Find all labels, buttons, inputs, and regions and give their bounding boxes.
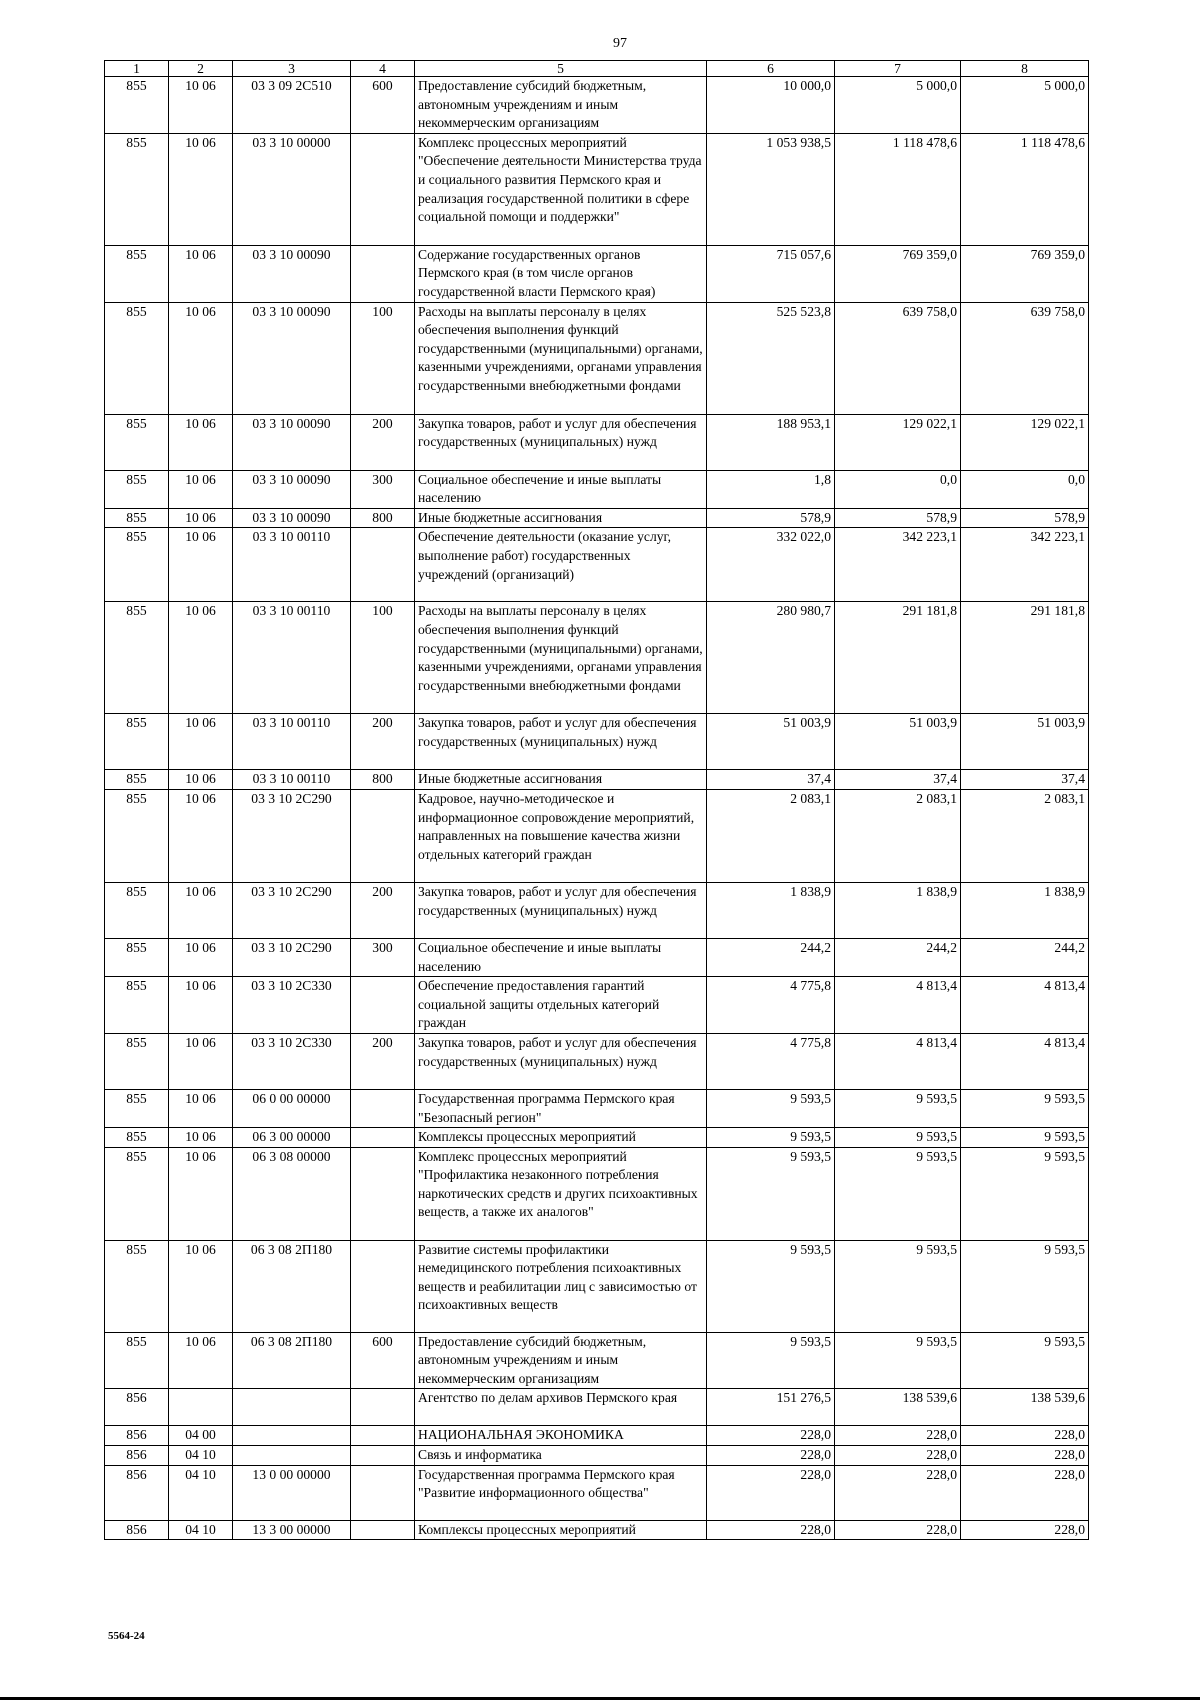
cell-section-code [169, 1389, 233, 1426]
budget-table [104, 60, 1089, 1540]
cell-section-code: 10 06 [169, 1147, 233, 1240]
cell-target-code: 06 3 00 00000 [233, 1128, 351, 1148]
cell-amount-col7: 4 813,4 [835, 977, 961, 1034]
cell-amount-col7: 129 022,1 [835, 414, 961, 470]
cell-amount-col6: 151 276,5 [707, 1389, 835, 1426]
cell-amount-col6: 9 593,5 [707, 1147, 835, 1240]
cell-amount-col8: 9 593,5 [961, 1240, 1089, 1332]
cell-amount-col8: 228,0 [961, 1426, 1089, 1446]
table-row [105, 977, 1089, 1034]
cell-description: Расходы на выплаты персоналу в целях обеспечения выполнения функций государственными (муниципальными) органами, казенными учреждениями, органами управления государственными внебюджетными фондами [415, 602, 707, 714]
cell-admin-code: 855 [105, 414, 169, 470]
cell-target-code: 03 3 10 2С330 [233, 1033, 351, 1089]
cell-section-code: 10 06 [169, 302, 233, 414]
table-header-row [105, 61, 1089, 77]
cell-expense-type: 200 [351, 714, 415, 770]
cell-description: Комплекс процессных мероприятий "Профилактика незаконного потребления наркотических средств и других психоактивных веществ, а также их аналогов" [415, 1147, 707, 1240]
cell-admin-code: 855 [105, 714, 169, 770]
cell-admin-code: 855 [105, 770, 169, 790]
cell-target-code: 03 3 10 00090 [233, 470, 351, 508]
cell-description: Комплексы процессных мероприятий [415, 1520, 707, 1540]
cell-description: Закупка товаров, работ и услуг для обеспечения государственных (муниципальных) нужд [415, 1033, 707, 1089]
cell-admin-code: 856 [105, 1520, 169, 1540]
cell-admin-code: 855 [105, 1240, 169, 1332]
cell-amount-col7: 0,0 [835, 470, 961, 508]
table-row [105, 714, 1089, 770]
cell-amount-col7: 1 838,9 [835, 882, 961, 938]
cell-amount-col8: 138 539,6 [961, 1389, 1089, 1426]
column-header-3: 3 [233, 61, 351, 77]
cell-amount-col6: 244,2 [707, 938, 835, 976]
cell-expense-type: 300 [351, 938, 415, 976]
cell-section-code: 10 06 [169, 714, 233, 770]
cell-section-code: 10 06 [169, 602, 233, 714]
cell-target-code: 03 3 10 2С330 [233, 977, 351, 1034]
cell-section-code: 04 10 [169, 1465, 233, 1520]
cell-admin-code: 855 [105, 1128, 169, 1148]
cell-admin-code: 855 [105, 508, 169, 528]
cell-description: Развитие системы профилактики немедицинского потребления психоактивных веществ и реабилитации лиц с зависимостью от психоактивных веществ [415, 1240, 707, 1332]
cell-expense-type [351, 1389, 415, 1426]
cell-target-code [233, 1446, 351, 1466]
cell-amount-col7: 138 539,6 [835, 1389, 961, 1426]
cell-admin-code: 856 [105, 1426, 169, 1446]
cell-amount-col8: 5 000,0 [961, 77, 1089, 134]
column-header-2: 2 [169, 61, 233, 77]
cell-description: Предоставление субсидий бюджетным, автономным учреждениям и иным некоммерческим организациям [415, 1332, 707, 1389]
cell-section-code: 10 06 [169, 770, 233, 790]
cell-description: Закупка товаров, работ и услуг для обеспечения государственных (муниципальных) нужд [415, 414, 707, 470]
cell-amount-col6: 51 003,9 [707, 714, 835, 770]
cell-target-code: 03 3 10 00110 [233, 602, 351, 714]
cell-description: Обеспечение предоставления гарантий социальной защиты отдельных категорий граждан [415, 977, 707, 1034]
cell-amount-col8: 9 593,5 [961, 1128, 1089, 1148]
cell-description: Агентство по делам архивов Пермского края [415, 1389, 707, 1426]
cell-admin-code: 855 [105, 302, 169, 414]
cell-amount-col8: 1 118 478,6 [961, 133, 1089, 245]
cell-amount-col6: 37,4 [707, 770, 835, 790]
cell-admin-code: 855 [105, 977, 169, 1034]
cell-amount-col6: 228,0 [707, 1465, 835, 1520]
cell-amount-col6: 4 775,8 [707, 977, 835, 1034]
cell-amount-col7: 228,0 [835, 1520, 961, 1540]
table-row [105, 770, 1089, 790]
cell-expense-type [351, 245, 415, 302]
cell-amount-col7: 578,9 [835, 508, 961, 528]
cell-amount-col6: 578,9 [707, 508, 835, 528]
cell-amount-col8: 37,4 [961, 770, 1089, 790]
cell-expense-type [351, 1240, 415, 1332]
cell-expense-type [351, 133, 415, 245]
cell-description: Обеспечение деятельности (оказание услуг, выполнение работ) государственных учреждений (организаций) [415, 528, 707, 602]
cell-section-code: 04 10 [169, 1446, 233, 1466]
cell-target-code: 06 0 00 00000 [233, 1089, 351, 1127]
cell-amount-col8: 291 181,8 [961, 602, 1089, 714]
table-row [105, 1240, 1089, 1332]
column-header-7: 7 [835, 61, 961, 77]
cell-amount-col7: 9 593,5 [835, 1332, 961, 1389]
cell-amount-col7: 228,0 [835, 1426, 961, 1446]
cell-description: Комплексы процессных мероприятий [415, 1128, 707, 1148]
table-row [105, 1465, 1089, 1520]
cell-amount-col7: 769 359,0 [835, 245, 961, 302]
cell-expense-type: 800 [351, 770, 415, 790]
cell-target-code: 03 3 10 00090 [233, 414, 351, 470]
cell-amount-col8: 1 838,9 [961, 882, 1089, 938]
cell-amount-col7: 37,4 [835, 770, 961, 790]
cell-amount-col6: 1 053 938,5 [707, 133, 835, 245]
cell-description: Кадровое, научно-методическое и информационное сопровождение мероприятий, направленных на повышение качества жизни отдельных категорий граждан [415, 789, 707, 882]
cell-target-code: 03 3 10 00110 [233, 528, 351, 602]
cell-amount-col7: 5 000,0 [835, 77, 961, 134]
cell-amount-col6: 2 083,1 [707, 789, 835, 882]
cell-amount-col7: 244,2 [835, 938, 961, 976]
cell-amount-col8: 639 758,0 [961, 302, 1089, 414]
cell-target-code: 03 3 10 00090 [233, 245, 351, 302]
cell-description: Иные бюджетные ассигнования [415, 508, 707, 528]
cell-expense-type: 800 [351, 508, 415, 528]
cell-admin-code: 856 [105, 1465, 169, 1520]
cell-amount-col8: 244,2 [961, 938, 1089, 976]
cell-amount-col8: 342 223,1 [961, 528, 1089, 602]
cell-expense-type: 300 [351, 470, 415, 508]
table-row [105, 1033, 1089, 1089]
cell-section-code: 10 06 [169, 1332, 233, 1389]
cell-amount-col8: 9 593,5 [961, 1147, 1089, 1240]
cell-target-code [233, 1389, 351, 1426]
cell-section-code: 10 06 [169, 245, 233, 302]
cell-section-code: 10 06 [169, 414, 233, 470]
cell-expense-type: 200 [351, 1033, 415, 1089]
table-row [105, 1332, 1089, 1389]
cell-amount-col7: 9 593,5 [835, 1147, 961, 1240]
cell-target-code: 03 3 10 2С290 [233, 938, 351, 976]
cell-section-code: 10 06 [169, 977, 233, 1034]
cell-description: Государственная программа Пермского края "Развитие информационного общества" [415, 1465, 707, 1520]
column-header-5: 5 [415, 61, 707, 77]
table-row [105, 470, 1089, 508]
cell-expense-type [351, 528, 415, 602]
cell-section-code: 10 06 [169, 1089, 233, 1127]
cell-amount-col8: 769 359,0 [961, 245, 1089, 302]
cell-amount-col7: 1 118 478,6 [835, 133, 961, 245]
cell-amount-col6: 332 022,0 [707, 528, 835, 602]
cell-admin-code: 855 [105, 789, 169, 882]
cell-amount-col7: 9 593,5 [835, 1089, 961, 1127]
cell-section-code: 04 00 [169, 1426, 233, 1446]
table-row [105, 789, 1089, 882]
column-header-4: 4 [351, 61, 415, 77]
cell-amount-col7: 9 593,5 [835, 1128, 961, 1148]
cell-amount-col8: 4 813,4 [961, 977, 1089, 1034]
cell-section-code: 10 06 [169, 1240, 233, 1332]
cell-description: Социальное обеспечение и иные выплаты населению [415, 470, 707, 508]
cell-description: Комплекс процессных мероприятий "Обеспечение деятельности Министерства труда и социального развития Пермского края и реализация государственной политики в сфере социальной помощи и поддержки" [415, 133, 707, 245]
cell-amount-col6: 228,0 [707, 1520, 835, 1540]
table-row [105, 1089, 1089, 1127]
cell-description: Закупка товаров, работ и услуг для обеспечения государственных (муниципальных) нужд [415, 714, 707, 770]
table-row [105, 1426, 1089, 1446]
cell-target-code: 03 3 10 00090 [233, 508, 351, 528]
column-header-1: 1 [105, 61, 169, 77]
cell-admin-code: 855 [105, 528, 169, 602]
cell-expense-type [351, 1089, 415, 1127]
cell-target-code: 06 3 08 2П180 [233, 1240, 351, 1332]
cell-section-code: 10 06 [169, 528, 233, 602]
cell-amount-col6: 1 838,9 [707, 882, 835, 938]
table-row [105, 414, 1089, 470]
cell-description: Предоставление субсидий бюджетным, автономным учреждениям и иным некоммерческим организациям [415, 77, 707, 134]
cell-admin-code: 855 [105, 1332, 169, 1389]
document-code: 5564-24 [108, 1630, 145, 1642]
cell-expense-type [351, 1128, 415, 1148]
cell-description: Расходы на выплаты персоналу в целях обеспечения выполнения функций государственными (муниципальными) органами, казенными учреждениями, органами управления государственными внебюджетными фондами [415, 302, 707, 414]
cell-admin-code: 855 [105, 938, 169, 976]
cell-admin-code: 856 [105, 1446, 169, 1466]
cell-amount-col6: 525 523,8 [707, 302, 835, 414]
cell-admin-code: 855 [105, 77, 169, 134]
cell-target-code: 13 0 00 00000 [233, 1465, 351, 1520]
cell-amount-col6: 1,8 [707, 470, 835, 508]
cell-target-code: 03 3 10 00110 [233, 770, 351, 790]
cell-target-code: 03 3 10 2С290 [233, 882, 351, 938]
cell-expense-type [351, 789, 415, 882]
cell-description: Иные бюджетные ассигнования [415, 770, 707, 790]
cell-section-code: 10 06 [169, 882, 233, 938]
cell-amount-col8: 2 083,1 [961, 789, 1089, 882]
cell-admin-code: 855 [105, 1147, 169, 1240]
table-row [105, 508, 1089, 528]
table-row [105, 77, 1089, 134]
table-row [105, 133, 1089, 245]
cell-expense-type: 100 [351, 602, 415, 714]
column-header-8: 8 [961, 61, 1089, 77]
cell-amount-col7: 291 181,8 [835, 602, 961, 714]
cell-amount-col7: 228,0 [835, 1446, 961, 1466]
table-row [105, 302, 1089, 414]
cell-expense-type: 200 [351, 414, 415, 470]
cell-expense-type [351, 1147, 415, 1240]
cell-expense-type: 600 [351, 77, 415, 134]
cell-description: Социальное обеспечение и иные выплаты населению [415, 938, 707, 976]
cell-admin-code: 855 [105, 133, 169, 245]
cell-expense-type: 100 [351, 302, 415, 414]
table-row [105, 245, 1089, 302]
cell-section-code: 04 10 [169, 1520, 233, 1540]
table-row [105, 1389, 1089, 1426]
cell-amount-col6: 228,0 [707, 1446, 835, 1466]
cell-expense-type [351, 1426, 415, 1446]
cell-target-code: 03 3 10 00000 [233, 133, 351, 245]
cell-target-code: 06 3 08 00000 [233, 1147, 351, 1240]
cell-target-code: 06 3 08 2П180 [233, 1332, 351, 1389]
cell-target-code: 03 3 09 2С510 [233, 77, 351, 134]
table-row [105, 938, 1089, 976]
table-row [105, 1147, 1089, 1240]
cell-expense-type [351, 1446, 415, 1466]
table-row [105, 528, 1089, 602]
cell-amount-col7: 228,0 [835, 1465, 961, 1520]
cell-amount-col6: 9 593,5 [707, 1089, 835, 1127]
cell-section-code: 10 06 [169, 77, 233, 134]
cell-expense-type: 200 [351, 882, 415, 938]
cell-description: Государственная программа Пермского края "Безопасный регион" [415, 1089, 707, 1127]
cell-amount-col8: 9 593,5 [961, 1089, 1089, 1127]
table-row [105, 1446, 1089, 1466]
cell-amount-col6: 228,0 [707, 1426, 835, 1446]
cell-admin-code: 856 [105, 1389, 169, 1426]
cell-amount-col7: 2 083,1 [835, 789, 961, 882]
table-row [105, 1128, 1089, 1148]
cell-admin-code: 855 [105, 1033, 169, 1089]
cell-target-code: 03 3 10 2С290 [233, 789, 351, 882]
cell-amount-col7: 639 758,0 [835, 302, 961, 414]
cell-amount-col8: 129 022,1 [961, 414, 1089, 470]
cell-expense-type [351, 1520, 415, 1540]
cell-admin-code: 855 [105, 882, 169, 938]
cell-expense-type [351, 977, 415, 1034]
column-header-6: 6 [707, 61, 835, 77]
cell-section-code: 10 06 [169, 470, 233, 508]
cell-amount-col7: 342 223,1 [835, 528, 961, 602]
cell-admin-code: 855 [105, 470, 169, 508]
cell-expense-type [351, 1465, 415, 1520]
cell-section-code: 10 06 [169, 789, 233, 882]
cell-admin-code: 855 [105, 245, 169, 302]
table-row [105, 1520, 1089, 1540]
cell-description: Связь и информатика [415, 1446, 707, 1466]
cell-target-code: 13 3 00 00000 [233, 1520, 351, 1540]
cell-amount-col6: 9 593,5 [707, 1332, 835, 1389]
cell-amount-col6: 715 057,6 [707, 245, 835, 302]
cell-amount-col8: 51 003,9 [961, 714, 1089, 770]
cell-amount-col7: 9 593,5 [835, 1240, 961, 1332]
cell-section-code: 10 06 [169, 508, 233, 528]
cell-amount-col8: 9 593,5 [961, 1332, 1089, 1389]
cell-description: НАЦИОНАЛЬНАЯ ЭКОНОМИКА [415, 1426, 707, 1446]
cell-amount-col8: 228,0 [961, 1446, 1089, 1466]
table-row [105, 882, 1089, 938]
cell-section-code: 10 06 [169, 1033, 233, 1089]
cell-amount-col7: 4 813,4 [835, 1033, 961, 1089]
cell-target-code: 03 3 10 00090 [233, 302, 351, 414]
cell-target-code [233, 1426, 351, 1446]
cell-expense-type: 600 [351, 1332, 415, 1389]
cell-admin-code: 855 [105, 602, 169, 714]
page-number: 97 [613, 36, 627, 51]
cell-amount-col8: 0,0 [961, 470, 1089, 508]
cell-target-code: 03 3 10 00110 [233, 714, 351, 770]
cell-amount-col6: 10 000,0 [707, 77, 835, 134]
cell-description: Закупка товаров, работ и услуг для обеспечения государственных (муниципальных) нужд [415, 882, 707, 938]
cell-section-code: 10 06 [169, 133, 233, 245]
cell-amount-col6: 4 775,8 [707, 1033, 835, 1089]
cell-section-code: 10 06 [169, 938, 233, 976]
cell-amount-col6: 188 953,1 [707, 414, 835, 470]
cell-amount-col6: 9 593,5 [707, 1128, 835, 1148]
cell-admin-code: 855 [105, 1089, 169, 1127]
cell-amount-col8: 578,9 [961, 508, 1089, 528]
cell-amount-col6: 280 980,7 [707, 602, 835, 714]
cell-amount-col8: 228,0 [961, 1465, 1089, 1520]
table-row [105, 602, 1089, 714]
cell-amount-col7: 51 003,9 [835, 714, 961, 770]
cell-description: Содержание государственных органов Пермского края (в том числе органов государственной власти Пермского края) [415, 245, 707, 302]
cell-amount-col8: 4 813,4 [961, 1033, 1089, 1089]
cell-section-code: 10 06 [169, 1128, 233, 1148]
cell-amount-col8: 228,0 [961, 1520, 1089, 1540]
cell-amount-col6: 9 593,5 [707, 1240, 835, 1332]
